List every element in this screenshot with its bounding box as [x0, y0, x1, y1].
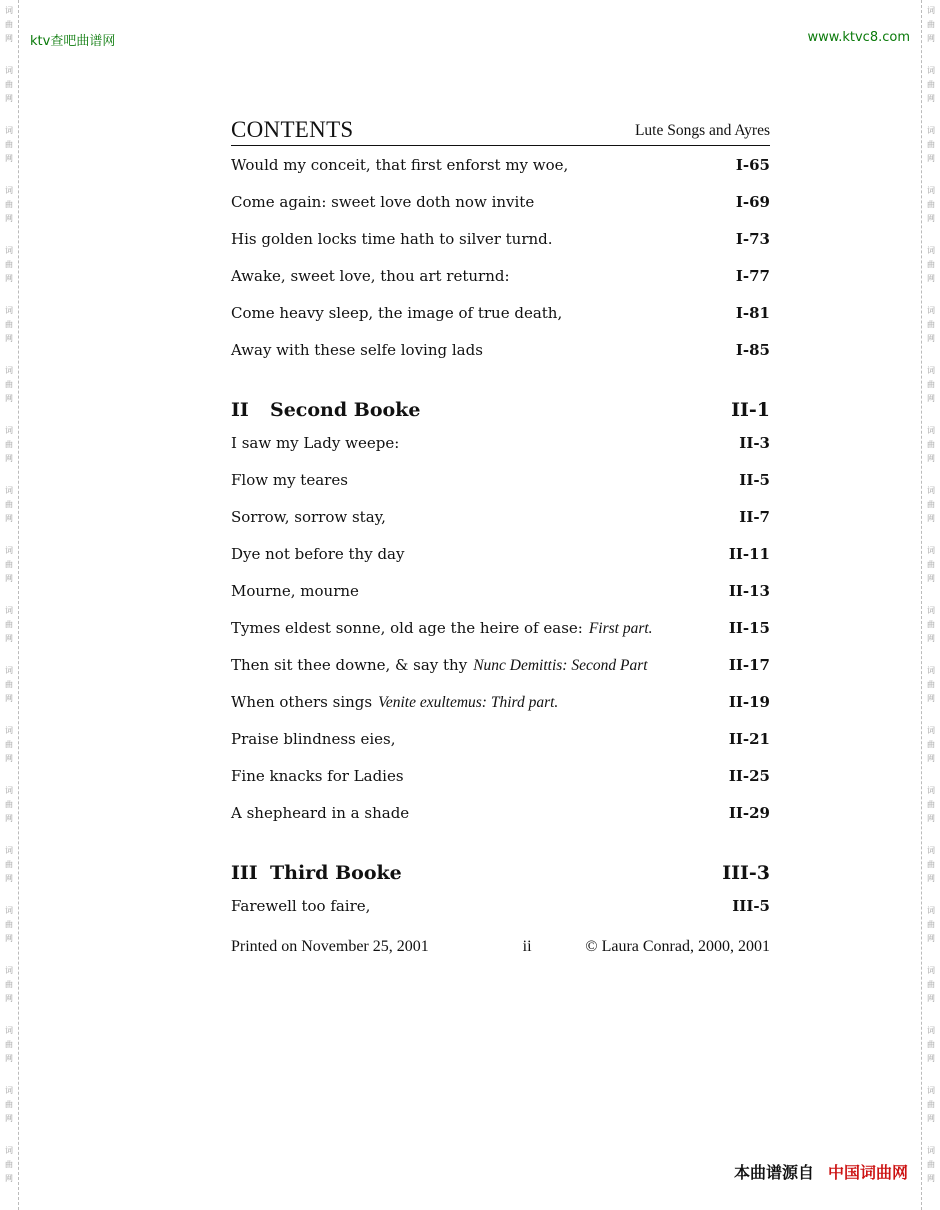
toc-title: [231, 897, 370, 915]
toc-page-ref: I-73: [735, 230, 770, 248]
watermark-glyph: 曲: [927, 860, 935, 869]
toc-title: [231, 304, 562, 322]
watermark-glyph: 词: [927, 906, 935, 915]
watermark-glyph: 曲: [927, 320, 935, 329]
watermark-glyph: 曲: [927, 1160, 935, 1169]
left-watermark-strip: [0, 0, 19, 1210]
toc-title-text: Tymes eldest sonne, old age the heire of ease:: [231, 619, 583, 637]
watermark-glyph: 曲: [5, 380, 13, 389]
toc-page-ref: III-5: [732, 897, 770, 915]
watermark-glyph: 网: [5, 94, 13, 103]
toc-title: [231, 582, 359, 600]
toc-title-text: Farewell too faire,: [231, 897, 371, 915]
toc-page-ref: II-25: [728, 767, 770, 785]
watermark-glyph: 曲: [927, 740, 935, 749]
watermark-glyph: 词: [927, 186, 935, 195]
watermark-glyph: 词: [5, 426, 13, 435]
watermark-glyph: 网: [5, 1054, 13, 1063]
watermark-glyph: 词: [5, 906, 13, 915]
watermark-glyph: 曲: [5, 140, 13, 149]
watermark-glyph: 网: [5, 514, 13, 523]
watermark-glyph: 网: [5, 814, 13, 823]
watermark-glyph: 曲: [927, 1100, 935, 1109]
watermark-glyph: 词: [927, 606, 935, 615]
toc-entry: [231, 304, 770, 341]
toc-page-ref: II-7: [739, 508, 770, 526]
page-title: CONTENTS: [231, 117, 354, 142]
watermark-glyph: 网: [927, 1114, 935, 1123]
toc-title-text: Come again: sweet love doth now invite: [231, 193, 535, 211]
watermark-glyph: 词: [5, 1146, 13, 1155]
toc-title-text: A shepheard in a shade: [231, 804, 410, 822]
toc-page-ref: II-19: [728, 693, 770, 711]
watermark-glyph: 网: [927, 814, 935, 823]
watermark-glyph: 词: [5, 786, 13, 795]
watermark-glyph: 网: [5, 154, 13, 163]
page-number: ii: [522, 938, 532, 955]
watermark-glyph: 网: [5, 394, 13, 403]
watermark-glyph: 网: [927, 874, 935, 883]
toc-title: [231, 267, 510, 285]
watermark-glyph: 曲: [927, 200, 935, 209]
watermark-glyph: 曲: [927, 680, 935, 689]
site-url-right: www.ktvc8.com: [807, 30, 910, 45]
source-prefix: 本曲谱源自: [733, 1163, 814, 1182]
watermark-glyph: 网: [5, 454, 13, 463]
toc-title: [231, 804, 409, 822]
watermark-glyph: 词: [927, 306, 935, 315]
toc-title-text: I saw my Lady weepe:: [231, 434, 400, 452]
watermark-glyph: 网: [927, 154, 935, 163]
watermark-glyph: 曲: [5, 260, 13, 269]
watermark-glyph: 词: [927, 66, 935, 75]
watermark-glyph: 词: [927, 846, 935, 855]
watermark-glyph: 词: [927, 126, 935, 135]
watermark-glyph: 曲: [927, 440, 935, 449]
toc-page-ref: I-69: [735, 193, 770, 211]
watermark-glyph: 词: [927, 6, 935, 15]
toc-page-ref: I-81: [735, 304, 770, 322]
watermark-glyph: 网: [927, 34, 935, 43]
toc-title-text: Would my conceit, that first enforst my woe,: [231, 156, 569, 174]
watermark-glyph: 词: [927, 786, 935, 795]
watermark-glyph: 曲: [927, 920, 935, 929]
watermark-glyph: 曲: [927, 500, 935, 509]
toc-page-ref: II-29: [728, 804, 770, 822]
source-site: 中国词曲网: [827, 1163, 908, 1182]
watermark-glyph: 曲: [927, 80, 935, 89]
toc-entry: [231, 582, 770, 619]
toc-page-ref: II-15: [728, 619, 770, 637]
toc-title: [231, 434, 399, 452]
right-watermark-strip: [921, 0, 940, 1210]
watermark-glyph: 曲: [927, 980, 935, 989]
watermark-glyph: 曲: [5, 740, 13, 749]
watermark-glyph: 曲: [927, 140, 935, 149]
toc-entry: [231, 471, 770, 508]
toc-entry: [231, 156, 770, 193]
watermark-glyph: 词: [927, 1146, 935, 1155]
watermark-glyph: 曲: [5, 800, 13, 809]
watermark-glyph: 曲: [5, 440, 13, 449]
watermark-glyph: 词: [927, 726, 935, 735]
watermark-glyph: 网: [5, 1174, 13, 1183]
toc-entry: [231, 897, 770, 934]
toc-entry: [231, 230, 770, 267]
toc-title: [231, 156, 568, 174]
watermark-glyph: 词: [927, 1026, 935, 1035]
watermark-glyph: 网: [927, 574, 935, 583]
toc-title: [231, 693, 558, 712]
watermark-glyph: 网: [5, 214, 13, 223]
toc-page-ref: II-21: [728, 730, 770, 748]
toc-entry: [231, 693, 770, 730]
watermark-glyph: 词: [927, 1086, 935, 1095]
toc-title-text: Praise blindness eies,: [231, 730, 396, 748]
toc-entry: [231, 656, 770, 693]
watermark-glyph: 网: [5, 934, 13, 943]
watermark-glyph: 词: [927, 486, 935, 495]
toc-title-text: Awake, sweet love, thou art returnd:: [231, 267, 510, 285]
watermark-glyph: 词: [927, 366, 935, 375]
watermark-glyph: 词: [5, 6, 13, 15]
toc-title-text: Sorrow, sorrow stay,: [231, 508, 386, 526]
toc-title: [231, 862, 402, 884]
printed-date: Printed on November 25, 2001: [231, 938, 429, 955]
watermark-glyph: 词: [5, 126, 13, 135]
toc-page-ref: II-3: [739, 434, 770, 452]
watermark-glyph: 词: [5, 1026, 13, 1035]
copyright-notice: © Laura Conrad, 2000, 2001: [585, 938, 770, 955]
watermark-glyph: 词: [5, 306, 13, 315]
toc-page-ref: II-17: [728, 656, 770, 674]
watermark-glyph: 曲: [5, 920, 13, 929]
toc-part-heading: [231, 378, 770, 434]
watermark-glyph: 曲: [5, 1040, 13, 1049]
toc-page-ref: II-5: [739, 471, 770, 489]
toc-note: First part.: [588, 620, 653, 637]
toc-title-text: When others sings: [231, 693, 373, 711]
toc-title: [231, 545, 404, 563]
watermark-glyph: 网: [927, 994, 935, 1003]
toc-entry: [231, 341, 770, 378]
toc-entry: [231, 434, 770, 471]
contents-page: [231, 113, 770, 956]
toc-title-text: Away with these selfe loving lads: [231, 341, 483, 359]
watermark-glyph: 网: [5, 274, 13, 283]
toc-part-heading: [231, 841, 770, 897]
watermark-glyph: 网: [927, 934, 935, 943]
watermark-glyph: 词: [5, 1086, 13, 1095]
toc-entry: [231, 730, 770, 767]
table-of-contents: [231, 156, 770, 934]
toc-note: Nunc Demittis: Second Part: [473, 657, 648, 674]
watermark-glyph: 曲: [927, 20, 935, 29]
watermark-glyph: 网: [927, 514, 935, 523]
watermark-glyph: 网: [5, 874, 13, 883]
toc-title-text: His golden locks time hath to silver turnd.: [231, 230, 553, 248]
watermark-glyph: 曲: [5, 620, 13, 629]
watermark-glyph: 网: [5, 334, 13, 343]
toc-title: [231, 767, 404, 785]
toc-title: [231, 730, 396, 748]
watermark-glyph: 网: [5, 34, 13, 43]
watermark-glyph: 曲: [927, 560, 935, 569]
watermark-glyph: 曲: [927, 800, 935, 809]
toc-title-text: Dye not before thy day: [231, 545, 405, 563]
toc-entry: [231, 545, 770, 582]
watermark-glyph: 词: [927, 246, 935, 255]
toc-page-ref: I-65: [735, 156, 770, 174]
watermark-glyph: 词: [5, 606, 13, 615]
toc-page-ref: I-85: [735, 341, 770, 359]
watermark-glyph: 曲: [5, 560, 13, 569]
toc-title-text: Mourne, mourne: [231, 582, 359, 600]
watermark-glyph: 词: [5, 966, 13, 975]
toc-title: [231, 656, 648, 675]
watermark-glyph: 网: [5, 694, 13, 703]
toc-page-ref: II-1: [731, 399, 770, 421]
watermark-glyph: 网: [5, 634, 13, 643]
watermark-glyph: 网: [927, 1054, 935, 1063]
watermark-glyph: 词: [927, 666, 935, 675]
toc-title-text: Third Booke: [270, 862, 402, 884]
part-number: III: [231, 862, 258, 884]
watermark-glyph: 曲: [927, 380, 935, 389]
toc-entry: [231, 267, 770, 304]
watermark-glyph: 曲: [5, 980, 13, 989]
watermark-glyph: 曲: [5, 680, 13, 689]
toc-page-ref: II-11: [728, 545, 770, 563]
watermark-glyph: 词: [5, 726, 13, 735]
page-footer: [231, 938, 770, 956]
watermark-glyph: 网: [927, 394, 935, 403]
watermark-glyph: 曲: [927, 620, 935, 629]
watermark-glyph: 曲: [5, 20, 13, 29]
toc-entry: [231, 804, 770, 841]
toc-title-text: Second Booke: [270, 399, 421, 421]
watermark-glyph: 网: [5, 1114, 13, 1123]
watermark-glyph: 词: [5, 846, 13, 855]
toc-title-text: Then sit thee downe, & say thy: [231, 656, 468, 674]
part-number: II: [231, 399, 249, 421]
source-attribution: [734, 1160, 908, 1183]
toc-title: [231, 341, 483, 359]
watermark-glyph: 词: [5, 366, 13, 375]
toc-note: Venite exultemus: Third part.: [378, 694, 559, 711]
watermark-glyph: 网: [927, 694, 935, 703]
toc-page-ref: II-13: [728, 582, 770, 600]
watermark-glyph: 词: [927, 426, 935, 435]
watermark-glyph: 词: [5, 246, 13, 255]
watermark-glyph: 曲: [5, 1160, 13, 1169]
watermark-glyph: 曲: [5, 860, 13, 869]
watermark-glyph: 网: [927, 94, 935, 103]
watermark-glyph: 曲: [5, 1100, 13, 1109]
toc-entry: [231, 508, 770, 545]
watermark-glyph: 曲: [5, 80, 13, 89]
toc-entry: [231, 619, 770, 656]
watermark-glyph: 网: [927, 754, 935, 763]
site-name-left: ktv查吧曲谱网: [30, 34, 116, 49]
watermark-glyph: 词: [5, 486, 13, 495]
watermark-glyph: 网: [5, 994, 13, 1003]
watermark-glyph: 曲: [5, 200, 13, 209]
toc-title: [231, 193, 534, 211]
watermark-glyph: 词: [5, 66, 13, 75]
toc-page-ref: III-3: [722, 862, 770, 884]
watermark-glyph: 词: [927, 966, 935, 975]
watermark-glyph: 词: [5, 186, 13, 195]
watermark-glyph: 网: [5, 754, 13, 763]
watermark-glyph: 曲: [5, 500, 13, 509]
watermark-glyph: 网: [927, 334, 935, 343]
toc-entry: [231, 767, 770, 804]
toc-title-text: Come heavy sleep, the image of true death,: [231, 304, 563, 322]
watermark-glyph: 词: [5, 666, 13, 675]
toc-title: [231, 619, 653, 638]
book-title: Lute Songs and Ayres: [634, 122, 770, 139]
toc-title: [231, 230, 553, 248]
toc-title: [231, 471, 348, 489]
toc-title-text: Flow my teares: [231, 471, 348, 489]
toc-title: [231, 508, 386, 526]
watermark-glyph: 网: [927, 634, 935, 643]
watermark-glyph: 词: [927, 546, 935, 555]
toc-title-text: Fine knacks for Ladies: [231, 767, 404, 785]
watermark-glyph: 网: [927, 214, 935, 223]
watermark-glyph: 曲: [927, 260, 935, 269]
watermark-glyph: 网: [927, 1174, 935, 1183]
toc-entry: [231, 193, 770, 230]
watermark-glyph: 网: [5, 574, 13, 583]
watermark-glyph: 网: [927, 454, 935, 463]
watermark-glyph: 曲: [927, 1040, 935, 1049]
running-head: [231, 113, 770, 146]
watermark-glyph: 曲: [5, 320, 13, 329]
toc-page-ref: I-77: [735, 267, 770, 285]
watermark-glyph: 网: [927, 274, 935, 283]
watermark-glyph: 词: [5, 546, 13, 555]
toc-title: [231, 399, 420, 421]
